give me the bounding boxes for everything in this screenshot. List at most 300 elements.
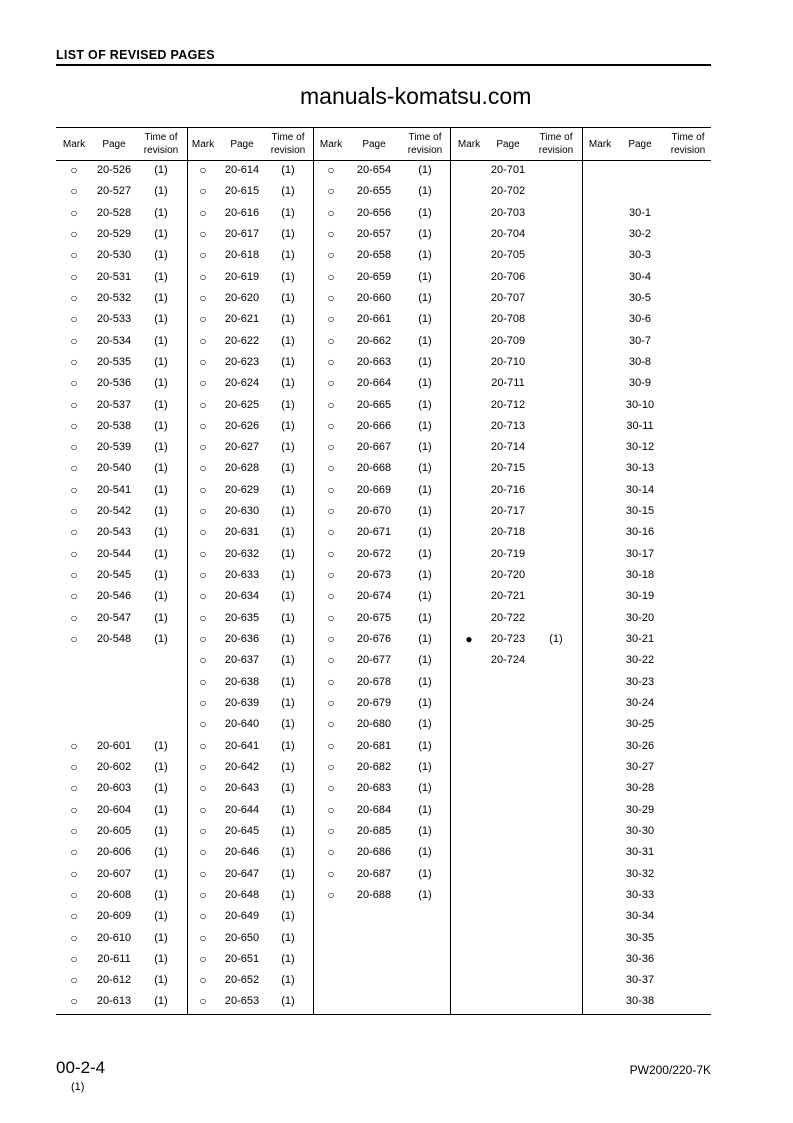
revised-mark-icon: ○ — [70, 951, 78, 966]
page-number-cell: 30-32 — [625, 867, 655, 880]
revised-mark-icon: ○ — [199, 781, 207, 796]
revised-mark-icon: ○ — [327, 397, 335, 412]
revision-cell: (1) — [154, 462, 168, 475]
page-number-cell: 20-605 — [96, 824, 132, 837]
column-divider — [313, 128, 314, 1014]
revision-cell: (1) — [418, 441, 432, 454]
page-number-cell: 20-546 — [96, 590, 132, 603]
revision-cell: (1) — [154, 739, 168, 752]
revised-mark-icon: ○ — [199, 823, 207, 838]
page-number-cell: 20-620 — [224, 291, 260, 304]
revision-cell: (1) — [418, 313, 432, 326]
header-divider — [56, 160, 711, 161]
revised-mark-icon: ○ — [327, 354, 335, 369]
page-number-cell: 20-654 — [356, 164, 392, 176]
revised-mark-icon: ○ — [70, 184, 78, 199]
page-number-cell: 20-640 — [224, 718, 260, 731]
revised-mark-icon: ○ — [70, 440, 78, 455]
header-mark: Mark — [62, 139, 86, 150]
page-number-cell: 20-681 — [356, 739, 392, 752]
page-number-cell: 20-646 — [224, 846, 260, 859]
revised-mark-icon: ○ — [199, 930, 207, 945]
revision-cell: (1) — [281, 760, 295, 773]
revision-cell: (1) — [154, 483, 168, 496]
revised-mark-icon: ○ — [327, 461, 335, 476]
page-number-cell: 30-24 — [625, 697, 655, 709]
revised-mark-icon: ○ — [327, 482, 335, 497]
revision-cell: (1) — [281, 590, 295, 603]
revised-mark-icon: ○ — [327, 440, 335, 455]
page-number-cell: 20-711 — [491, 377, 525, 390]
revised-mark-filled-icon: ● — [465, 632, 473, 647]
revision-cell: (1) — [418, 249, 432, 262]
revision-cell: (1) — [281, 952, 295, 965]
revised-mark-icon: ○ — [199, 290, 207, 305]
revision-cell: (1) — [281, 249, 295, 262]
page-number-cell: 20-528 — [96, 206, 132, 219]
page-title: LIST OF REVISED PAGES — [56, 48, 215, 62]
revised-mark-icon: ○ — [70, 610, 78, 625]
revision-cell: (1) — [281, 483, 295, 496]
revision-cell: (1) — [418, 697, 432, 709]
page-number-cell: 30-20 — [625, 611, 655, 624]
revised-mark-icon: ○ — [327, 632, 335, 647]
revision-cell: (1) — [418, 633, 432, 646]
revision-cell: (1) — [281, 206, 295, 219]
page-number-cell: 20-665 — [356, 398, 392, 411]
page-number-cell: 20-532 — [96, 291, 132, 304]
revised-mark-icon: ○ — [199, 184, 207, 199]
revised-mark-icon: ○ — [327, 696, 335, 710]
page-number-cell: 20-712 — [490, 398, 526, 411]
revised-mark-icon: ○ — [327, 738, 335, 753]
revision-cell: (1) — [418, 867, 432, 880]
page-number-cell: 20-662 — [356, 334, 392, 347]
page-number-cell: 20-643 — [224, 782, 260, 795]
revised-mark-icon: ○ — [199, 504, 207, 519]
revision-cell: (1) — [154, 824, 168, 837]
page-number-cell: 20-718 — [490, 526, 526, 539]
revision-cell: (1) — [418, 782, 432, 795]
revised-mark-icon: ○ — [327, 823, 335, 838]
revision-cell: (1) — [154, 760, 168, 773]
page-number-cell: 20-641 — [224, 739, 260, 752]
revised-mark-icon: ○ — [327, 717, 335, 732]
revision-cell: (1) — [154, 995, 168, 1008]
page-number-cell: 20-617 — [224, 227, 260, 240]
revision-cell: (1) — [418, 505, 432, 518]
page-number-cell: 20-685 — [356, 824, 392, 837]
page-number-cell: 20-636 — [224, 633, 260, 646]
page-revision: (1) — [71, 1081, 85, 1093]
page-number-cell: 20-539 — [96, 441, 132, 454]
page-number-cell: 20-541 — [96, 483, 132, 496]
page-number-cell: 20-615 — [224, 185, 260, 198]
revised-mark-icon: ○ — [70, 226, 78, 241]
page-number-cell: 20-706 — [490, 270, 526, 283]
page-number-cell: 20-535 — [96, 355, 132, 368]
revised-mark-icon: ○ — [70, 909, 78, 924]
page-number-cell: 20-723 — [490, 633, 526, 646]
page-number-cell: 20-607 — [96, 867, 132, 880]
revised-mark-icon: ○ — [199, 845, 207, 860]
revision-cell: (1) — [418, 824, 432, 837]
page-number-cell: 30-8 — [628, 355, 652, 368]
page-number-cell: 20-631 — [224, 526, 260, 539]
page-number-cell: 20-645 — [224, 824, 260, 837]
page-number-cell: 20-618 — [224, 249, 260, 262]
revised-mark-icon: ○ — [199, 696, 207, 710]
header-page: Page — [628, 139, 652, 150]
page-number-cell: 20-705 — [490, 249, 526, 262]
revised-mark-icon: ○ — [199, 440, 207, 455]
revised-mark-icon: ○ — [70, 589, 78, 604]
watermark: manuals-komatsu.com — [300, 83, 532, 109]
page-number-cell: 30-35 — [625, 931, 655, 944]
revised-mark-icon: ○ — [199, 887, 207, 902]
revised-mark-icon: ○ — [327, 184, 335, 199]
revised-mark-icon: ○ — [327, 887, 335, 902]
page-number-cell: 20-676 — [356, 633, 392, 646]
page-number-cell: 20-619 — [224, 270, 260, 283]
revision-cell: (1) — [281, 675, 295, 688]
page-number-cell: 20-709 — [490, 334, 526, 347]
revised-mark-icon: ○ — [70, 333, 78, 348]
revised-mark-icon: ○ — [199, 994, 207, 1009]
page-number-cell: 20-674 — [356, 590, 392, 603]
revision-cell: (1) — [154, 313, 168, 326]
page-number-cell: 20-635 — [224, 611, 260, 624]
header-time-line2: revision — [670, 145, 706, 156]
revised-mark-icon: ○ — [70, 376, 78, 391]
revision-cell: (1) — [154, 185, 168, 198]
page-number-cell: 20-547 — [96, 611, 132, 624]
revised-mark-icon: ○ — [199, 632, 207, 647]
revised-mark-icon: ○ — [199, 163, 207, 177]
page-number-cell: 30-16 — [625, 526, 655, 539]
page-number-cell: 20-663 — [356, 355, 392, 368]
page-number-cell: 20-629 — [224, 483, 260, 496]
revision-cell: (1) — [281, 377, 295, 390]
revised-mark-icon: ○ — [199, 674, 207, 689]
page-number-cell: 30-13 — [625, 462, 655, 475]
page-number-cell: 30-14 — [625, 483, 655, 496]
revised-pages-table — [56, 127, 711, 1015]
page-number-cell: 20-540 — [96, 462, 132, 475]
page-number-cell: 20-652 — [224, 974, 260, 987]
revision-cell: (1) — [281, 888, 295, 901]
title-underline — [56, 64, 711, 66]
model-name: PW200/220-7K — [629, 1063, 711, 1077]
page-number-cell: 30-11 — [626, 419, 654, 432]
revision-cell: (1) — [418, 334, 432, 347]
revised-mark-icon: ○ — [70, 525, 78, 540]
page-number-cell: 20-626 — [224, 419, 260, 432]
page-number-cell: 20-628 — [224, 462, 260, 475]
page-number-cell: 20-608 — [96, 888, 132, 901]
page-number-cell: 20-719 — [490, 547, 526, 560]
revised-mark-icon: ○ — [70, 397, 78, 412]
revision-cell: (1) — [281, 931, 295, 944]
revised-mark-icon: ○ — [199, 205, 207, 220]
page-number-cell: 20-651 — [224, 952, 260, 965]
revised-mark-icon: ○ — [199, 312, 207, 327]
page-number-cell: 20-708 — [490, 313, 526, 326]
header-time-line2: revision — [270, 145, 306, 156]
page-number-cell: 20-703 — [490, 206, 526, 219]
page-number-cell: 30-19 — [625, 590, 655, 603]
revised-mark-icon: ○ — [327, 418, 335, 433]
revised-mark-icon: ○ — [327, 290, 335, 305]
page-number-cell: 20-610 — [96, 931, 132, 944]
revision-cell: (1) — [154, 633, 168, 646]
revised-mark-icon: ○ — [199, 376, 207, 391]
revision-cell: (1) — [281, 164, 295, 176]
revision-cell: (1) — [418, 654, 432, 667]
revision-cell: (1) — [418, 675, 432, 688]
page-number-cell: 20-664 — [356, 377, 392, 390]
revision-cell: (1) — [418, 590, 432, 603]
header-mark: Mark — [588, 139, 612, 150]
revised-mark-icon: ○ — [327, 653, 335, 668]
page-number-cell: 20-724 — [490, 654, 526, 667]
revised-mark-icon: ○ — [199, 482, 207, 497]
page-number-cell: 20-717 — [490, 505, 526, 518]
page-number-cell: 20-671 — [356, 526, 392, 539]
page-number-cell: 20-661 — [356, 313, 392, 326]
revised-mark-icon: ○ — [70, 482, 78, 497]
revision-cell: (1) — [154, 547, 168, 560]
page-number-cell: 20-669 — [356, 483, 392, 496]
page-number-cell: 20-614 — [224, 164, 260, 176]
revision-cell: (1) — [281, 462, 295, 475]
page-number-cell: 20-538 — [96, 419, 132, 432]
revision-cell: (1) — [418, 419, 432, 432]
revised-mark-icon: ○ — [70, 418, 78, 433]
revised-mark-icon: ○ — [70, 738, 78, 753]
header-time-line1: Time of — [271, 132, 305, 143]
page-number-cell: 30-25 — [625, 718, 655, 731]
page-number-cell: 20-656 — [356, 206, 392, 219]
revision-cell: (1) — [418, 398, 432, 411]
page-number-cell: 30-23 — [625, 675, 655, 688]
page-number-cell: 20-624 — [224, 377, 260, 390]
page-number-cell: 20-650 — [224, 931, 260, 944]
page-number-cell: 20-668 — [356, 462, 392, 475]
revised-mark-icon: ○ — [327, 205, 335, 220]
revision-cell: (1) — [281, 313, 295, 326]
page-number-cell: 20-648 — [224, 888, 260, 901]
revised-mark-icon: ○ — [327, 312, 335, 327]
page-number-cell: 30-12 — [625, 441, 655, 454]
revised-mark-icon: ○ — [199, 354, 207, 369]
revision-cell: (1) — [281, 505, 295, 518]
page-number-cell: 20-655 — [356, 185, 392, 198]
revised-mark-icon: ○ — [199, 973, 207, 988]
revised-mark-icon: ○ — [70, 759, 78, 774]
revision-cell: (1) — [154, 888, 168, 901]
page-number-cell: 30-36 — [625, 952, 655, 965]
revised-mark-icon: ○ — [327, 525, 335, 540]
revised-mark-icon: ○ — [70, 781, 78, 796]
revision-cell: (1) — [281, 291, 295, 304]
revised-mark-icon: ○ — [199, 610, 207, 625]
page-number-cell: 20-667 — [356, 441, 392, 454]
page-number-cell: 30-7 — [628, 334, 652, 347]
page-number-cell: 30-31 — [625, 846, 655, 859]
revision-cell: (1) — [418, 846, 432, 859]
revision-cell: (1) — [154, 931, 168, 944]
revision-cell: (1) — [154, 867, 168, 880]
revision-cell: (1) — [418, 483, 432, 496]
revised-mark-icon: ○ — [199, 653, 207, 668]
page-number-cell: 20-678 — [356, 675, 392, 688]
page-number-cell: 20-609 — [96, 910, 132, 923]
page-number-cell: 20-637 — [224, 654, 260, 667]
page-number-cell: 20-653 — [224, 995, 260, 1008]
header-time-line2: revision — [538, 145, 574, 156]
revision-cell: (1) — [418, 803, 432, 816]
revised-mark-icon: ○ — [327, 759, 335, 774]
revised-mark-icon: ○ — [327, 248, 335, 263]
header-page: Page — [496, 139, 520, 150]
page-number-cell: 20-531 — [96, 270, 132, 283]
page-number-cell: 30-21 — [625, 633, 655, 646]
page-number-cell: 20-627 — [224, 441, 260, 454]
header-time-line1: Time of — [671, 132, 705, 143]
revised-mark-icon: ○ — [70, 205, 78, 220]
revised-mark-icon: ○ — [70, 568, 78, 583]
revision-cell: (1) — [418, 462, 432, 475]
column-divider — [450, 128, 451, 1014]
page-number-cell: 20-526 — [96, 164, 132, 176]
page-number-cell: 20-642 — [224, 760, 260, 773]
revised-mark-icon: ○ — [327, 333, 335, 348]
page-number-cell: 30-6 — [628, 313, 652, 326]
page-number-cell: 20-639 — [224, 697, 260, 709]
page-number-cell: 30-26 — [625, 739, 655, 752]
revised-mark-icon: ○ — [70, 248, 78, 263]
page-number-cell: 20-675 — [356, 611, 392, 624]
revised-mark-icon: ○ — [327, 589, 335, 604]
revised-mark-icon: ○ — [70, 312, 78, 327]
revision-cell: (1) — [418, 227, 432, 240]
page-number-cell: 30-30 — [625, 824, 655, 837]
page-number-cell: 30-9 — [628, 377, 652, 390]
page-number-cell: 20-684 — [356, 803, 392, 816]
page-number-cell: 20-623 — [224, 355, 260, 368]
page-number-cell: 20-611 — [97, 952, 131, 965]
page-number-cell: 20-673 — [356, 569, 392, 582]
page-number-cell: 20-616 — [224, 206, 260, 219]
revision-cell: (1) — [281, 974, 295, 987]
page-number-cell: 20-686 — [356, 846, 392, 859]
page-number-cell: 20-683 — [356, 782, 392, 795]
page-number-cell: 20-543 — [96, 526, 132, 539]
revision-cell: (1) — [549, 633, 563, 646]
page-number-cell: 20-677 — [356, 654, 392, 667]
page-number-cell: 20-647 — [224, 867, 260, 880]
revised-mark-icon: ○ — [199, 525, 207, 540]
page-number-cell: 20-680 — [356, 718, 392, 731]
revision-cell: (1) — [281, 569, 295, 582]
revised-mark-icon: ○ — [70, 930, 78, 945]
page-number-cell: 20-604 — [96, 803, 132, 816]
revision-cell: (1) — [281, 355, 295, 368]
header-mark: Mark — [191, 139, 215, 150]
page-number-cell: 20-613 — [96, 995, 132, 1008]
revision-cell: (1) — [154, 590, 168, 603]
revision-cell: (1) — [281, 718, 295, 731]
revision-cell: (1) — [281, 910, 295, 923]
page-number-cell: 20-621 — [224, 313, 260, 326]
page-number-cell: 20-702 — [490, 185, 526, 198]
revised-mark-icon: ○ — [70, 290, 78, 305]
revision-cell: (1) — [154, 441, 168, 454]
page-number-cell: 20-545 — [96, 569, 132, 582]
revision-cell: (1) — [154, 952, 168, 965]
revision-cell: (1) — [154, 505, 168, 518]
page-number-cell: 20-622 — [224, 334, 260, 347]
revision-cell: (1) — [154, 782, 168, 795]
page-number-cell: 20-682 — [356, 760, 392, 773]
revision-cell: (1) — [154, 270, 168, 283]
page-number-cell: 20-536 — [96, 377, 132, 390]
revised-mark-icon: ○ — [199, 546, 207, 561]
header-time-line2: revision — [407, 145, 443, 156]
revised-mark-icon: ○ — [70, 163, 78, 177]
revision-cell: (1) — [154, 291, 168, 304]
revision-cell: (1) — [418, 164, 432, 176]
page-number-cell: 30-15 — [625, 505, 655, 518]
revision-cell: (1) — [418, 270, 432, 283]
revision-cell: (1) — [418, 611, 432, 624]
revision-cell: (1) — [418, 547, 432, 560]
page-number-cell: 20-704 — [490, 227, 526, 240]
revision-cell: (1) — [154, 377, 168, 390]
page-number-cell: 20-529 — [96, 227, 132, 240]
revision-cell: (1) — [281, 739, 295, 752]
page-number-cell: 20-634 — [224, 590, 260, 603]
page-number-cell: 20-660 — [356, 291, 392, 304]
revised-mark-icon: ○ — [199, 866, 207, 881]
page-number-cell: 30-22 — [625, 654, 655, 667]
header-mark: Mark — [457, 139, 481, 150]
page-number-cell: 20-701 — [490, 164, 526, 176]
revised-mark-icon: ○ — [199, 802, 207, 817]
page-number-cell: 20-707 — [490, 291, 526, 304]
page-number-cell: 30-29 — [625, 803, 655, 816]
page-number-cell: 20-530 — [96, 249, 132, 262]
revision-cell: (1) — [281, 227, 295, 240]
page-number-cell: 20-630 — [224, 505, 260, 518]
page-number-cell: 20-527 — [96, 185, 132, 198]
page-number-cell: 30-28 — [625, 782, 655, 795]
page-number-cell: 20-687 — [356, 867, 392, 880]
page-number-cell: 30-37 — [625, 974, 655, 987]
revised-mark-icon: ○ — [327, 845, 335, 860]
revision-cell: (1) — [154, 910, 168, 923]
revised-mark-icon: ○ — [327, 504, 335, 519]
revised-mark-icon: ○ — [70, 546, 78, 561]
page-number-cell: 20-537 — [96, 398, 132, 411]
revision-cell: (1) — [281, 270, 295, 283]
header-page: Page — [102, 139, 126, 150]
page-number-cell: 20-603 — [96, 782, 132, 795]
revision-cell: (1) — [154, 334, 168, 347]
revision-cell: (1) — [281, 398, 295, 411]
header-page: Page — [230, 139, 254, 150]
